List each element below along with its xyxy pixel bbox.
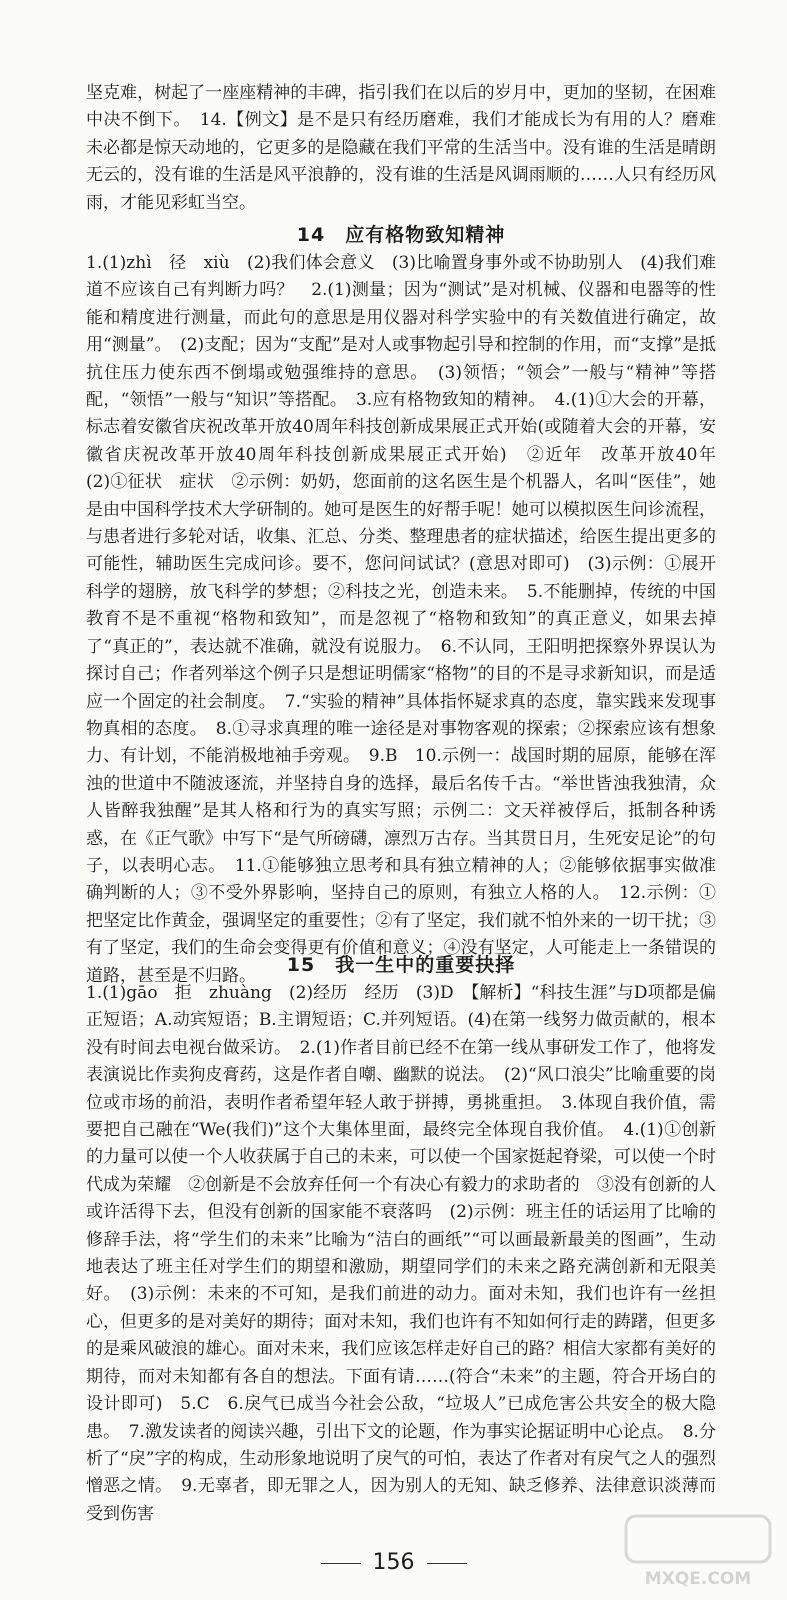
section-14-body: 1.(1)zhì 径 xiù (2)我们体会意义 (3)比喻置身事外或不协助别人 (4)我们难道不应该自己有判断力吗？ 2.(1)测量；因为“测试”是对机械、仪器和电器等的性能和精度进行测量，而此句的意思是用仪器对科学实验中的有关数值进行确定，故用“测量”。 (2)支配；因为“支配”是对人或事物起引导和控制的作用，而“支撑”是抵抗住压力使东西不倒塌或勉强维持的意思。 (3)领悟；“领会”一般与“精神”等搭配，“领悟”一般与“知识”等搭配。 3.应有格物致知的精神。 4.(1)①大会的开幕，标志着安徽省庆祝改革开放40周年科技创新成果展正式开始(或随着大会的开幕，安徽省庆祝改革开放40周年科技创新成果展正式开始) ②近年 改革开放40年 (2)①征状 症状 ②示例：奶奶，您面前的这名医生是个机器人，名叫“医佳”，她是由中国科学技术大学研制的。她可是医生的好帮手呢！她可以模拟医生问诊流程，与患者进行多轮对话，收集、汇总、分类、整理患者的症状描述，给医生提出更多的可能性，辅助医生完成问诊。要不，您问问试试？(意思对即可) (3)示例：①展开科学的翅膀，放飞科学的梦想；②科技之光，创造未来。 5.不能删掉，传统的中国教育不是不重视“格物和致知”，而是忽视了“格物和致知”的真正意义，如果去掉了“真正的”，表达就不准确，就没有说服力。 6.不认同，王阳明把探察外界误认为探讨自己；作者列举这个例子只是想证明儒家“格物”的目的不是寻求新知识，而是适应一个固定的社会制度。 7.“实验的精神”具体指怀疑求真的态度，靠实践来发现事物真相的态度。 8.①寻求真理的唯一途径是对事物客观的探索；②探索应该有想象力、有计划，不能消极地袖手旁观。 9.B 10.示例一：战国时期的屈原，能够在浑浊的世道中不随波逐流，并坚持自身的选择，最后名传千古。“举世皆浊我独清，众人皆醉我独醒”是其人格和行为的真实写照；示例二：文天祥被俘后，抵制各种诱惑，在《正气歌》中写下“是气所磅礴，凛烈万古存。当其贯日月，生死安足论”的句子，以表明心志。 11.①能够独立思考和具有独立精神的人；②能够依据事实做准确判断的人；③不受外界影响，坚持自己的原则，有独立人格的人。 12.示例：①把坚定比作黄金，强调坚定的重要性；②有了坚定，我们就不怕外来的一切干扰；③有了坚定，我们的生命会变得更有价值和意义；④没有坚定，人可能走上一条错误的道路，甚至是不归路。	[86, 253, 733, 986]
section-14-heading: 14 应有格物致知精神	[296, 224, 506, 246]
section-14-answers	[86, 250, 733, 990]
section-15-answers	[86, 980, 716, 1528]
page-number-value: 156	[372, 1550, 415, 1575]
watermark-text: MXQE.COM	[644, 1569, 752, 1589]
watermark-logo	[618, 1510, 778, 1592]
page-number-right-dash	[427, 1563, 467, 1564]
section-15-body: 1.(1)gāo 拒 zhuàng (2)经历 经历 (3)D 【解析】“科技生涯”与D项都是偏正短语；A.动宾短语；B.主谓短语；C.并列短语。(4)在第一线努力做贡献的，根本没有时间去电视台做采访。 2.(1)作者目前已经不在第一线从事研发工作了，他将发表演说比作卖狗皮膏药，这是作者自嘲、幽默的说法。 (2)“风口浪尖”比喻重要的岗位或市场的前沿，表明作者希望年轻人敢于拼搏，勇挑重担。 3.体现自我价值，需要把自己融在“We(我们)”这个大集体里面，最终完全体现自我价值。 4.(1)①创新的力量可以使一个人收获属于自己的未来，可以使一个国家挺起脊梁，可以使一个时代成为荣耀 ②创新是不会放弃任何一个有决心有毅力的求助者的 ③没有创新的人或许活得下去，但没有创新的国家能不衰落吗 (2)示例：班主任的话运用了比喻的修辞手法，将“学生们的未来”比喻为“洁白的画纸”“可以画最新最美的图画”，生动地表达了班主任对学生们的期望和激励，期望同学们的未来之路充满创新和无限美好。 (3)示例：未来的不可知，是我们前进的动力。面对未知，我们也许有一丝担心，但更多的是对美好的期待；面对未知，我们也许有不知如何行走的踌躇，但更多的是乘风破浪的雄心。面对未来，我们应该怎样走好自己的路？相信大家都有美好的期待，而对未知都有各自的想法。下面有请……(符合“未来”的主题，符合开场白的设计即可) 5.C 6.戾气已成当今社会公敌，“垃圾人”已成危害公共安全的极大隐患。 7.激发读者的阅读兴趣，引出下文的论题，作为事实论据证明中心论点。 8.分析了“戾”字的构成，生动形象地说明了戾气的可怕，表达了作者对有戾气之人的强烈憎恶之情。 9.无辜者，即无罪之人，因为别人的无知、缺乏修养、法律意识淡薄而受到伤害	[86, 983, 716, 1524]
watermark-badge	[626, 1516, 770, 1562]
continuation-paragraph	[86, 80, 716, 217]
page-number-left-dash	[321, 1563, 361, 1564]
section-15-heading: 15 我一生中的重要抉择	[286, 954, 516, 976]
continuation-text: 坚克难，树起了一座座精神的丰碑，指引我们在以后的岁月中，更加的坚韧，在困难中决不倒下。 14.【例文】是不是只有经历磨难，我们才能成长为有用的人？磨难未必都是惊天动地的，它更多的是隐藏在我们平常的生活当中。没有谁的生活是晴朗无云的，没有谁的生活是风平浪静的，没有谁的生活是风调雨顺的……人只有经历风雨，才能见彩虹当空。	[86, 83, 716, 213]
